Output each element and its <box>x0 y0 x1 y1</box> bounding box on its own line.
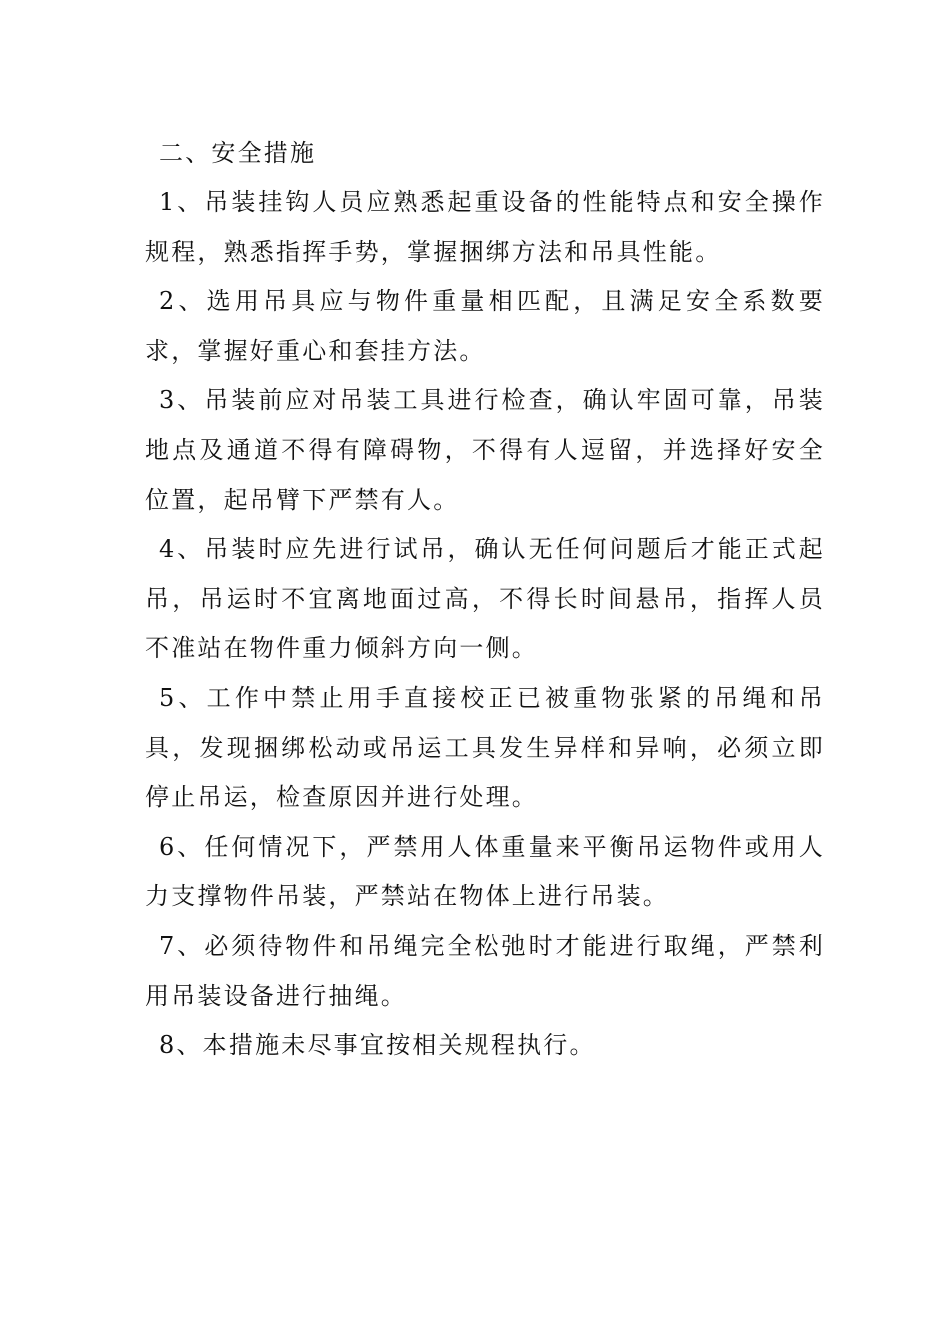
document-body <box>145 128 825 1071</box>
measure-item-5: 5、工作中禁止用手直接校正已被重物张紧的吊绳和吊具，发现捆绑松动或吊运工具发生异样和异响，必须立即停止吊运，检查原因并进行处理。 <box>145 683 825 812</box>
measure-item-1: 1、吊装挂钩人员应熟悉起重设备的性能特点和安全操作规程，熟悉指挥手势，掌握捆绑方法和吊具性能。 <box>145 188 825 266</box>
measure-item-7: 7、必须待物件和吊绳完全松弛时才能进行取绳，严禁利用吊装设备进行抽绳。 <box>145 931 825 1010</box>
measure-item-3: 3、吊装前应对吊装工具进行检查，确认牢固可靠，吊装地点及通道不得有障碍物，不得有人逗留，并选择好安全位置，起吊臂下严禁有人。 <box>145 386 825 514</box>
measure-item-6: 6、任何情况下，严禁用人体重量来平衡吊运物件或用人力支撑物件吊装，严禁站在物体上进行吊装。 <box>145 832 825 911</box>
measure-item-8: 8、本措施未尽事宜按相关规程执行。 <box>159 1031 596 1060</box>
section-heading: 二、安全措施 <box>159 139 317 167</box>
measure-item-2: 2、选用吊具应与物件重量相匹配，且满足安全系数要求，掌握好重心和套挂方法。 <box>145 287 825 365</box>
measure-item-4: 4、吊装时应先进行试吊，确认无任何问题后才能正式起吊，吊运时不宜离地面过高，不得长时间悬吊，指挥人员不准站在物件重力倾斜方向一侧。 <box>145 535 825 663</box>
